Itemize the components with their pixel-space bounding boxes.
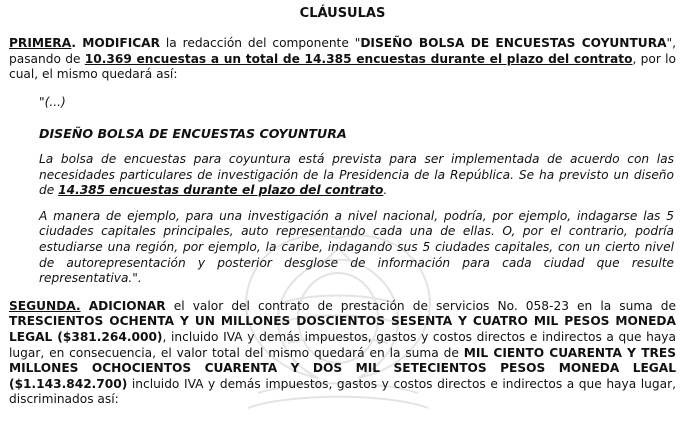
quote-open: "(...) — [39, 94, 66, 109]
quote-subtitle: DISEÑO BOLSA DE ENCUESTAS COYUNTURA — [39, 126, 347, 142]
clause-segunda-text-2: , incluido IVA y demás impuestos, gastos y costos directos e indirectos a que haya lugar, en consecuencia, el valor total del mismo quedará en la suma de — [9, 329, 676, 360]
clause-segunda-action: ADICIONAR — [88, 298, 166, 313]
amount-total: MIL CIENTO CUARENTA Y TRES MILLONES OCHOCIENTOS CUARENTA Y DOS MIL SETECIENTOS PESOS MONEDA LEGAL ($1.143.842.700) — [9, 345, 677, 391]
amount-added: TRESCIENTOS OCHENTA Y UN MILLONES DOSCIENTOS SESENTA Y CUATRO MIL PESOS MONEDA LEGAL ($381.264.000) — [9, 314, 676, 344]
clause-segunda-text-3: incluido IVA y demás impuestos, gastos y costos directos e indirectos a que haya lugar, discriminados así: — [9, 376, 676, 407]
component-name: DISEÑO BOLSA DE ENCUESTAS COYUNTURA — [360, 36, 667, 50]
quote-highlight: 14.385 encuestas durante el plazo del contrato — [58, 183, 384, 198]
clause-primera-text-3: , por lo cual, el mismo quedará así: — [9, 51, 676, 82]
clause-primera-label: PRIMERA — [9, 36, 72, 50]
quote-paragraph-1 — [39, 152, 674, 199]
quote-paragraph-1-end: . — [383, 183, 388, 198]
clause-segunda-label: SEGUNDA. — [9, 298, 81, 313]
clause-segunda — [9, 299, 676, 408]
clause-primera-text-2: ", pasando de — [9, 36, 677, 66]
clause-primera-dot: . — [71, 36, 83, 50]
quote-paragraph-1-text: La bolsa de encuestas para coyuntura está prevista para ser implementada de acuerdo con las necesidades particulares de investigación de la Presidencia de la República. Se ha previsto un diseño de — [39, 151, 674, 198]
quoted-section — [9, 95, 676, 287]
clause-segunda-text-1: el valor del contrato de prestación de servicios No. 058-23 en la suma de — [165, 298, 677, 313]
survey-change: 10.369 encuestas a un total de 14.385 encuestas durante el plazo del contrato — [84, 51, 633, 66]
clause-primera-action: MODIFICAR — [82, 36, 160, 50]
quote-paragraph-2: A manera de ejemplo, para una investigación a nivel nacional, podría, por ejemplo, indagarse las 5 ciudades capitales principales, auto representando cada una de ellas. O, por el contrario, podría estudiarse una región, por ejemplo, la caribe, indagando sus 5 ciudades capitales, con un cierto nivel de autorepresentación y posterior desglose de información para cada ciudad que resulte representativa.". — [39, 208, 674, 286]
page-title: CLÁUSULAS — [299, 6, 386, 21]
clause-primera — [9, 36, 676, 83]
clause-primera-text-1: la redacción del componente " — [160, 36, 361, 50]
